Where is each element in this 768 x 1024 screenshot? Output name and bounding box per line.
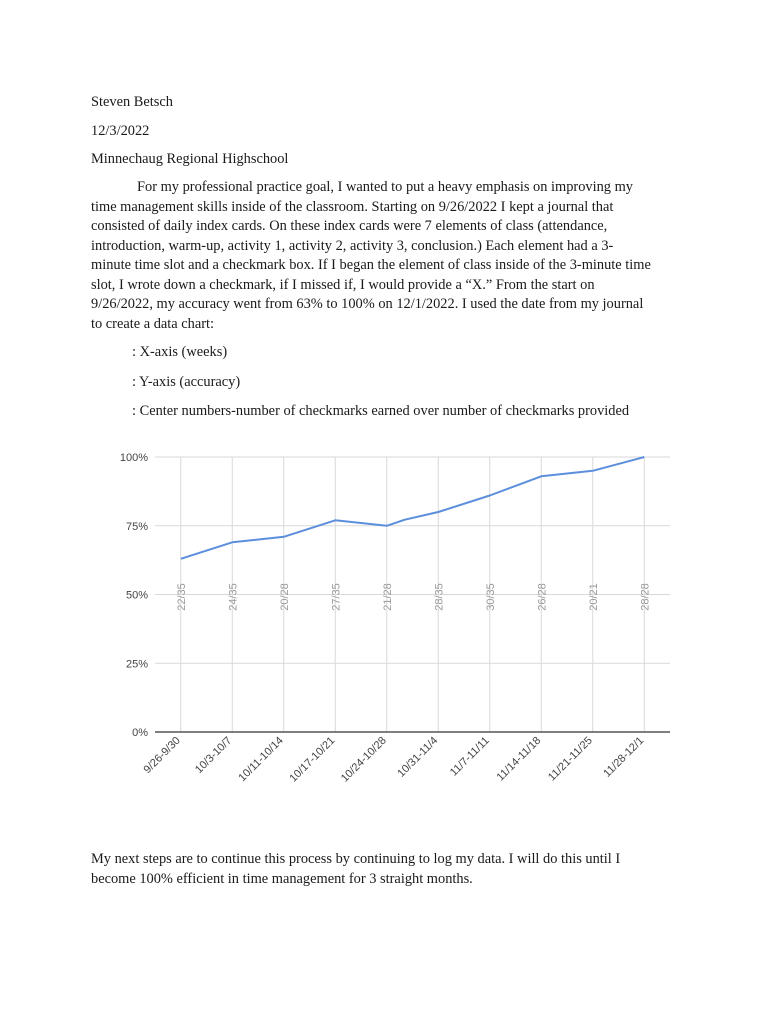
chart-note-y-axis: : Y-axis (accuracy) [132,374,241,390]
x-tick-label: 11/14-11/18 [494,734,544,784]
data-annotation: 26/28 [536,583,549,611]
data-annotation: 22/35 [175,583,188,611]
x-tick-label: 11/28-12/1 [601,734,647,780]
data-annotation: 27/35 [330,583,343,611]
paragraph-line: slot, I wrote down a checkmark, if I missed if, I would provide a “X.” From the start on [91,276,595,293]
data-annotation: 28/28 [639,583,652,611]
data-annotation: 21/28 [381,583,394,611]
closing-paragraph [91,850,691,889]
data-annotation: 20/28 [278,583,291,611]
data-annotation: 30/35 [484,583,497,611]
x-tick-label: 10/11-10/14 [236,734,286,785]
x-tick-label: 11/21-11/25 [546,734,595,784]
y-tick-label: 100% [119,452,148,464]
paragraph-line: 9/26/2022, my accuracy went from 63% to 100% on 12/1/2022. I used the date from my journal [91,296,644,312]
y-tick-label: 25% [125,658,148,671]
x-tick-label: 10/31-11/4 [395,734,441,780]
paragraph-line: consisted of daily index cards. On these index cards were 7 elements of class (attendance, [91,218,608,234]
y-tick-label: 50% [125,589,148,602]
x-tick-label: 10/24-10/28 [338,734,389,785]
x-tick-label: 9/26-9/30 [141,734,183,776]
paragraph-line: minute time slot and a checkmark box. If I began the element of class inside of the 3-minute time [91,257,651,273]
x-tick-label: 10/3-10/7 [193,734,235,776]
chart-note-x-axis: : X-axis (weeks) [132,344,228,360]
paragraph-line: For my professional practice goal, I wanted to put a heavy emphasis on improving my [137,179,633,195]
data-annotation: 20/21 [587,583,600,611]
x-tick-label: 11/7-11/11 [447,734,492,779]
paragraph-line: time management skills inside of the classroom. Starting on 9/26/2022 I kept a journal that [91,198,614,215]
chart-note-center-numbers: : Center numbers-number of checkmarks earned over number of checkmarks provided [132,403,630,419]
paragraph-line: My next steps are to continue this process by continuing to log my data. I will do this until I [91,851,621,867]
author-name: Steven Betsch [91,94,173,110]
accuracy-series-line [181,457,645,559]
x-tick-label: 10/17-10/21 [287,734,338,785]
document-date: 12/3/2022 [91,123,150,139]
paragraph-line: to create a data chart: [91,315,215,332]
y-tick-label: 0% [132,727,148,739]
y-tick-label: 75% [125,520,148,533]
data-annotation: 28/35 [433,583,446,611]
data-annotation: 24/35 [227,583,240,611]
paragraph-line: introduction, warm-up, activity 1, activity 2, activity 3, conclusion.) Each element had a 3- [91,237,614,254]
school-name: Minnechaug Regional Highschool [91,151,289,167]
paragraph-line: become 100% efficient in time management for 3 straight months. [91,870,473,887]
